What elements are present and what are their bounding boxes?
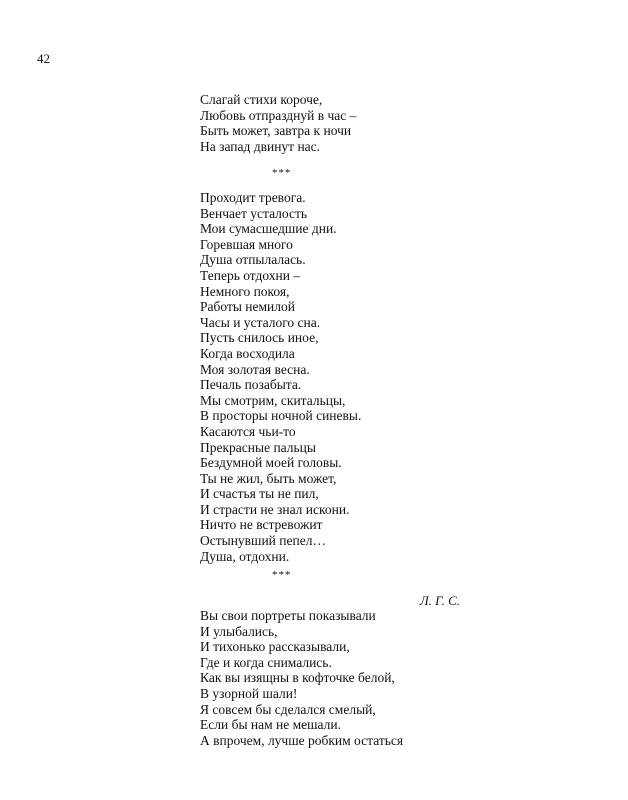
poem-line: Немного покоя, [200,283,290,299]
poem-line: А впрочем, лучше робким остаться [200,732,404,748]
poem-2 [200,190,500,564]
poem-line: Прекрасные пальцы [200,439,316,455]
poem-line: Бездумной моей головы. [200,455,342,471]
poem-line: Работы немилой [200,299,295,315]
poem-line: Если бы нам не мешали. [200,717,341,733]
poem-line: Быть может, завтра к ночи [200,123,352,139]
poem-line: Печаль позабыта. [200,377,302,393]
poem-line: Вы свои портреты показывали [200,608,376,623]
poem-line: Как вы изящны в кофточке белой, [200,670,395,686]
poem-line: Где и когда снимались. [200,654,332,670]
poem-line: Часы и усталого сна. [200,314,321,330]
poem-line: В узорной шали! [200,685,298,701]
poem-line: И страсти не знал искони. [200,501,350,517]
section-separator: *** [272,569,292,581]
poem-line: В просторы ночной синевы. [200,408,362,424]
poem-line: Мы смотрим, скитальцы, [200,392,346,408]
poem-line: И улыбались, [200,623,278,639]
poem-line: Остынувший пепел… [200,533,326,549]
dedication: Л. Г. С. [419,593,460,608]
poem-line: Когда восходила [200,345,295,361]
poem-line: Моя золотая весна. [200,361,310,377]
poem-line: Теперь отдохни – [200,267,301,283]
poem-line: И тихонько рассказывали, [200,639,350,655]
poem-line: И счастья ты не пил, [200,486,319,502]
poem-line: Ничто не встревожит [200,517,323,533]
poem-line: Пусть снилось иное, [200,330,319,346]
poem-line: Душа, отдохни. [200,548,290,564]
poem-line: Проходит тревога. [200,190,306,205]
poem-line: Слагай стихи короче, [200,92,323,107]
poem-line: Душа отпылалась. [200,252,306,268]
poem-line: На запад двинут нас. [200,138,321,154]
page-number: 42 [37,51,50,66]
section-separator: *** [272,167,292,179]
poem-line: Я совсем бы сделался смелый, [200,701,376,717]
poem-3 [200,608,500,748]
poem-line: Венчает усталость [200,205,308,221]
poem-line: Ты не жил, быть может, [200,470,337,486]
poem-line: Любовь отпразднуй в час – [200,107,357,123]
poem-line: Касаются чьи-то [200,423,296,439]
poem-line: Горевшая много [200,236,293,252]
poem-1 [200,92,500,154]
poem-line: Мои сумасшедшие дни. [200,221,337,237]
